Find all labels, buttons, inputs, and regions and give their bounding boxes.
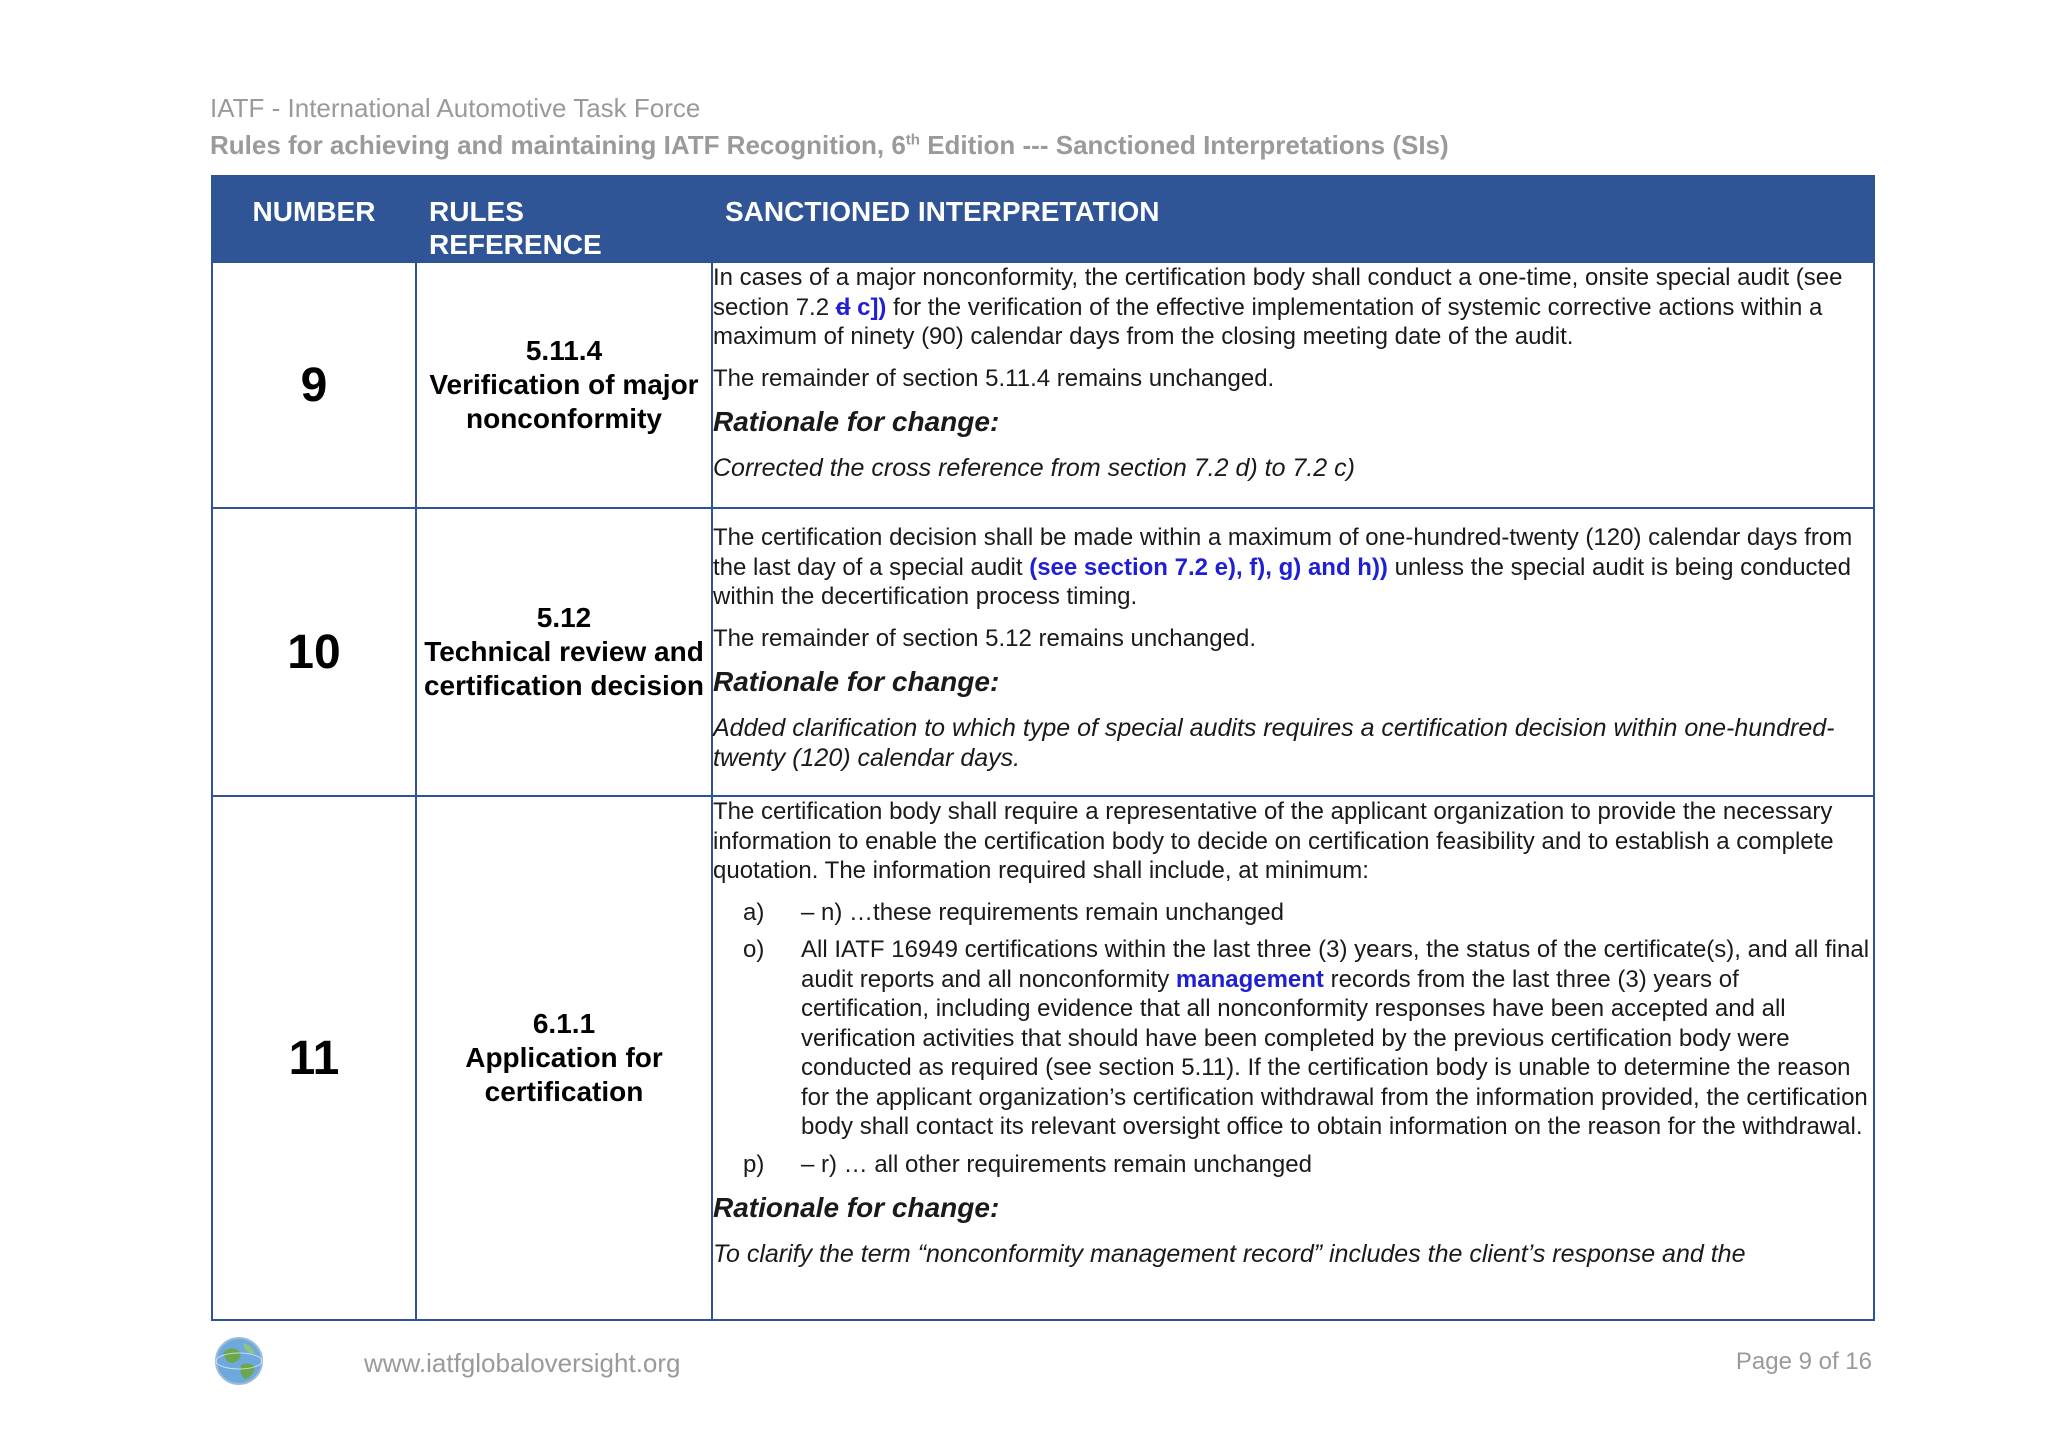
rules-reference-title: Verification of major nonconformity bbox=[429, 369, 699, 434]
document-header-title: Rules for achieving and maintaining IATF Recognition, 6th Edition --- Sanctioned Interpretations (SIs) bbox=[210, 130, 1449, 160]
rationale-heading: Rationale for change: bbox=[713, 666, 1000, 697]
footer-website-link[interactable]: www.iatfglobaloversight.org bbox=[364, 1348, 681, 1378]
added-text: (see section 7.2 e), f), g) and h)) bbox=[1029, 553, 1388, 581]
rules-reference-section: 6.1.1 bbox=[532, 1008, 596, 1039]
table-row bbox=[212, 508, 1874, 796]
interpretation-paragraph: The remainder of section 5.11.4 remains unchanged. bbox=[713, 364, 1275, 392]
struck-text: d bbox=[835, 293, 851, 321]
rules-reference-title: Application for certification bbox=[465, 1042, 663, 1107]
list-item-text: – r) … all other requirements remain unchanged bbox=[801, 1150, 1312, 1178]
document-header-org: IATF - International Automotive Task Force bbox=[210, 93, 701, 123]
rules-reference-title: Technical review and certification decision bbox=[423, 636, 705, 701]
added-text: management bbox=[1175, 965, 1324, 993]
column-header-number: NUMBER bbox=[212, 176, 416, 262]
si-number: 10 bbox=[212, 508, 416, 796]
interpretation-text bbox=[712, 508, 1874, 796]
rationale-text: Added clarification to which type of special audits requires a certification decision within one-hundred-twenty (120) calendar days. bbox=[713, 714, 1835, 772]
table-row bbox=[212, 262, 1874, 508]
column-header-rules-reference: RULES REFERENCE bbox=[416, 176, 712, 262]
list-item-text: – n) …these requirements remain unchanged bbox=[801, 898, 1284, 926]
interpretation-paragraph: The remainder of section 5.12 remains unchanged. bbox=[713, 624, 1256, 652]
interpretation-paragraph: In cases of a major nonconformity, the certification body shall conduct a one-time, onsite special audit (see section 7.2 d c]) for the verification of the effective implementation of systemic corrective actions within a maximum of ninety (90) calendar days from the closing meeting date of the audit. bbox=[713, 264, 1843, 350]
rules-reference bbox=[416, 262, 712, 508]
rules-reference bbox=[416, 508, 712, 796]
sanctioned-interpretations-table bbox=[211, 175, 1875, 1321]
list-item bbox=[713, 1150, 1873, 1180]
list-item-label: a) bbox=[743, 898, 765, 926]
rules-reference-section: 5.11.4 bbox=[525, 335, 603, 366]
list-item-label: p) bbox=[743, 1150, 765, 1178]
rationale-text: To clarify the term “nonconformity management record” includes the client’s response and the bbox=[713, 1240, 1746, 1268]
rationale-text: Corrected the cross reference from section 7.2 d) to 7.2 c) bbox=[713, 454, 1355, 482]
list-item-text: All IATF 16949 certifications within the last three (3) years, the status of the certificate(s), and all final audit reports and all nonconformity management records from the last three (3) years of certification, including evidence that all nonconformity responses have been accepted and all verification activities that should have been completed by the previous certification body were conducted as required (see section 5.11). If the certification body is unable to determine the reason for the applicant organization’s certification withdrawal from the information provided, the certification body shall contact its relevant oversight office to obtain information on the reason for the withdrawal. bbox=[801, 936, 1870, 1140]
rules-reference-section: 5.12 bbox=[536, 602, 592, 633]
list-item bbox=[713, 898, 1873, 928]
interpretation-text bbox=[712, 796, 1874, 1320]
rules-reference bbox=[416, 796, 712, 1320]
interpretation-paragraph: The certification body shall require a representative of the applicant organization to provide the necessary information to enable the certification body to decide on certification feasibility and to establish a complete quotation. The information required shall include, at minimum: bbox=[713, 798, 1834, 884]
column-header-interpretation: SANCTIONED INTERPRETATION bbox=[712, 176, 1874, 262]
interpretation-text bbox=[712, 262, 1874, 508]
iatf-globe-logo bbox=[213, 1335, 265, 1387]
si-number: 11 bbox=[212, 796, 416, 1320]
rationale-heading: Rationale for change: bbox=[713, 1192, 1000, 1223]
list-item bbox=[713, 935, 1873, 1142]
list-item-label: o) bbox=[743, 936, 765, 963]
added-text: c]) bbox=[850, 293, 887, 321]
rationale-heading: Rationale for change: bbox=[713, 406, 1000, 437]
si-number: 9 bbox=[212, 262, 416, 508]
table-header-row bbox=[212, 176, 1874, 262]
table-row bbox=[212, 796, 1874, 1320]
interpretation-paragraph: The certification decision shall be made within a maximum of one-hundred-twenty (120) calendar days from the last day of a special audit (see section 7.2 e), f), g) and h)) unless the special audit is being conducted within the decertification process timing. bbox=[713, 524, 1853, 610]
footer-page-number: Page 9 of 16 bbox=[1735, 1348, 1872, 1375]
